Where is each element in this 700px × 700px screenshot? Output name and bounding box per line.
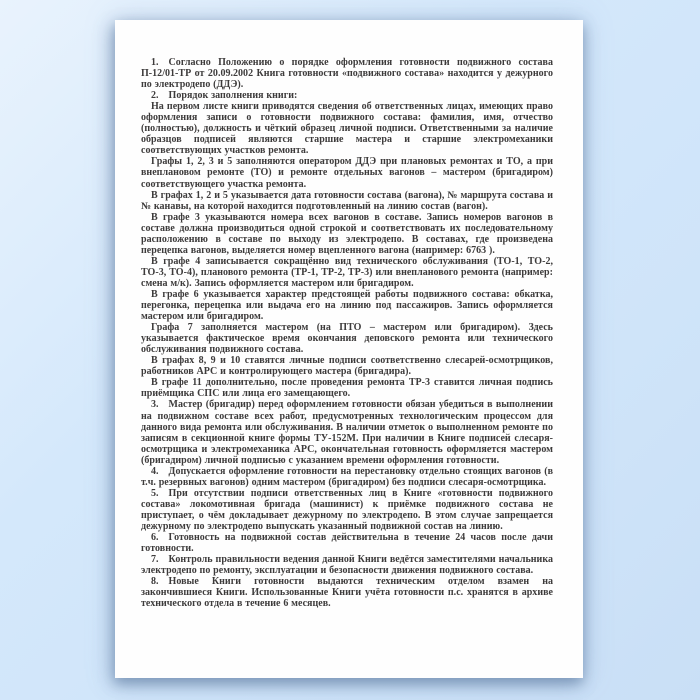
paragraph-column-11: В графе 11 дополнительно, после проведения ремонта ТР-3 ставится личная подпись приёмщика СПС или лица его замещающего. [141,377,553,400]
paragraph-column-4: В графе 4 записывается сокращённо вид технического обслуживания (ТО-1, ТО-2, ТО-3, ТО-4), планового ремонта (ТР-1, ТР-2, ТР-3) или внепланового ремонта (например: смена м/к). Запись оформляется мастером или бригадиром. [141,255,553,289]
paragraph-item-7: 7. Контроль правильности ведения данной Книги ведётся заместителями начальника электродепо по ремонту, эксплуатации и безопасности движения подвижного состава. [141,554,553,577]
document-page [115,20,583,678]
paragraph-first-sheet: На первом листе книги приводятся сведения об ответственных лицах, имеющих право оформления записи о готовности подвижного состава: фамилия, имя, отчество (полностью), должность и чёткий образец личной подписи. Ответственными за наличие образцов подписей являются старшие мастера и старшие электромеханики соответствующих участков ремонта. [141,101,553,157]
paragraph-columns-1-2-5: В графах 1, 2 и 5 указывается дата готовности состава (вагона), № маршрута состава и № канавы, на которой находится подготовленный на линию состав (вагон). [141,189,553,212]
paragraph-item-5: 5. При отсутствии подписи ответственных лиц в Книге «готовности подвижного состава» локомотивная бригада (машинист) к приёмке подвижного состава не приступает, о чём докладывает дежурному по электродепо. В этом случае запрещается дежурному по электродепо выпускать указанный подвижной состав на линию. [141,487,553,532]
paragraph-column-7: Графа 7 заполняется мастером (на ПТО – мастером или бригадиром). Здесь указывается фактическое время окончания деповского ремонта или технического обслуживания подвижного состава. [141,322,553,356]
document-text-block [141,57,553,609]
paragraph-columns-8-9-10: В графах 8, 9 и 10 ставятся личные подписи соответственно слесарей-осмотрщиков, работников АРС и контролирующего мастера (бригадира). [141,355,553,378]
paragraph-item-6: 6. Готовность на подвижной состав действительна в течение 24 часов после дачи готовности. [141,532,553,555]
paragraph-column-3: В графе 3 указываются номера всех вагонов в составе. Запись номеров вагонов в составе должна производиться одной строкой и соответствовать их последовательному расположению в составе по выходу из электродепо. В составах, где произведена перецепка вагонов, выделяется номер вцепленного вагона (например: 6763 ). [141,211,553,256]
paragraph-column-6: В графе 6 указывается характер предстоящей работы подвижного состава: обкатка, перегонка, перецепка или выдача его на линию под пассажиров. Запись оформляется мастером или бригадиром. [141,288,553,323]
paragraph-item-8: 8. Новые Книги готовности выдаются техническим отделом взамен на закончившиеся Книги. Использованные Книги учёта готовности п.с. хранятся в архиве технического отдела в течение 6 месяцев. [141,576,553,610]
paragraph-columns-1-2-3-5: Графы 1, 2, 3 и 5 заполняются оператором ДДЭ при плановых ремонтах и ТО, а при внеплановом ремонте (ТО) и ремонте отдельных вагонов – мастером (бригадиром) соответствующего участка ремонта. [141,156,553,190]
paragraph-item-1: 1. Согласно Положению о порядке оформления готовности подвижного состава П-12/01-ТР от 20.09.2002 Книга готовности «подвижного состава» находится у дежурного по электродепо (ДДЭ). [141,57,553,91]
paragraph-item-2: 2. Порядок заполнения книги: [151,90,298,102]
paragraph-item-3: 3. Мастер (бригадир) перед оформлением готовности обязан убедиться в выполнении на подвижном составе всех работ, предусмотренных технологическим процессом для данного вида ремонта или обслуживания. В наличии отметок о выполненном ремонте по записям в секционной книге формы ТУ-152М. При наличии в Книге подписей слесаря-осмотрщика и электромеханика АРС, окончательная готовность оформляется мастером (бригадиром) личной подписью с указанием времени оформления готовности. [141,399,553,466]
paragraph-item-4: 4. Допускается оформление готовности на перестановку отдельно стоящих вагонов (в т.ч. резервных вагонов) одним мастером (бригадиром) без подписи слесаря-осмотрщика. [141,465,553,488]
